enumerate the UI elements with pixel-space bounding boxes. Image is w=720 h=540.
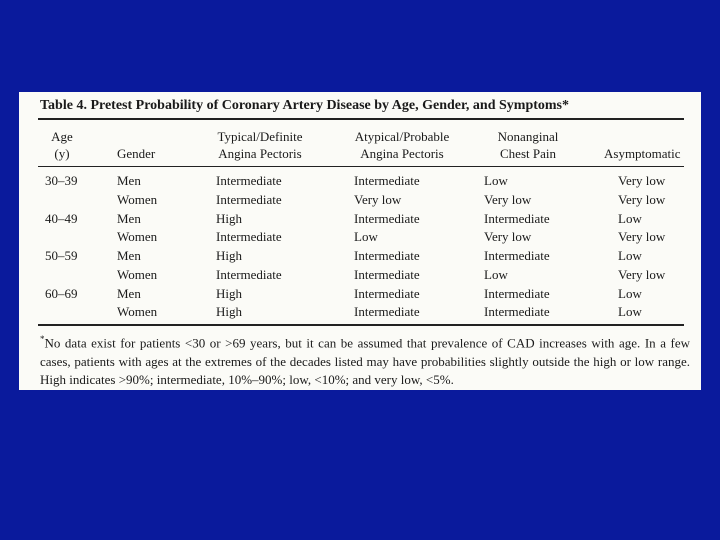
table-row [19,247,701,266]
cell-asymptomatic: Very low [618,191,666,207]
cell-nonanginal: Low [484,173,508,188]
cell-gender: Women [117,266,158,282]
cell-atypical: Intermediate [354,266,420,282]
cell-asymptomatic: Very low [618,229,666,245]
cell-typical: High [216,304,242,320]
header-nonanginal [483,128,573,162]
cell-nonanginal: Intermediate [484,285,550,301]
cell-gender: Men [117,173,141,188]
table-row [19,285,701,304]
cell-gender: Men [117,210,141,226]
footnote-mark: * [40,334,45,344]
cell-atypical: Intermediate [354,173,420,188]
cell-nonanginal: Intermediate [484,304,550,320]
header-nonanginal-line1: Nonanginal [497,129,559,144]
header-atypical-line1: Atypical/Probable [354,129,450,144]
cell-typical: Intermediate [216,173,282,188]
table-row [19,228,701,247]
cell-atypical: Intermediate [354,248,420,263]
cell-nonanginal: Intermediate [484,248,550,263]
table-body [19,172,701,322]
header-age-line2: (y) [54,146,70,161]
cell-typical: High [216,285,242,301]
cell-gender: Men [117,248,141,263]
table-row [19,266,701,285]
header-typical [201,128,319,162]
cell-typical: Intermediate [216,191,282,207]
cell-asymptomatic: Low [618,285,642,301]
footnote [40,330,690,390]
header-atypical [339,128,465,162]
table-row [19,191,701,210]
cell-nonanginal: Low [484,266,508,282]
cell-typical: Intermediate [216,229,282,245]
header-age [45,128,79,162]
cell-asymptomatic: Low [618,248,642,263]
table-row [19,210,701,229]
header-rule [38,166,684,167]
cell-asymptomatic: Low [618,304,642,320]
header-typical-line1: Typical/Definite [217,129,303,144]
cell-asymptomatic: Very low [618,266,666,282]
cell-gender: Women [117,191,158,207]
cell-atypical: Intermediate [354,210,420,226]
cell-atypical: Very low [354,191,402,207]
cell-typical: High [216,210,242,226]
cell-nonanginal: Intermediate [484,210,550,226]
cell-asymptomatic: Low [618,210,642,226]
cell-atypical: Intermediate [354,285,420,301]
table-title: Table 4. Pretest Probability of Coronary Artery Disease by Age, Gender, and Symptoms* [40,98,570,113]
table-row [19,303,701,322]
header-gender: Gender [117,146,156,161]
header-typical-line2: Angina Pectoris [218,146,302,161]
table-row [19,172,701,191]
header-asymptomatic: Asymptomatic [604,146,681,161]
footnote-text: No data exist for patients <30 or >69 years, but it can be assumed that prevalence of CAD increases with age. In a few cases, patients with ages at the extremes of the decades listed may have probabilities slightly outside the high or low range. High indicates >90%; intermediate, 10%–90%; low, <10%; and very low, <5%. [40,335,690,388]
bottom-rule [38,324,684,326]
header-nonanginal-line2: Chest Pain [500,146,556,161]
cell-age: 40–49 [45,210,78,226]
cell-age: 60–69 [45,285,78,301]
cell-age: 30–39 [45,173,78,188]
cell-typical: Intermediate [216,266,282,282]
cell-gender: Women [117,229,158,245]
cell-gender: Men [117,285,141,301]
cell-nonanginal: Very low [484,229,532,245]
header-age-line1: Age [51,129,73,144]
cell-age: 50–59 [45,248,78,263]
cell-atypical: Low [354,229,378,245]
header-atypical-line2: Angina Pectoris [360,146,444,161]
cell-atypical: Intermediate [354,304,420,320]
top-rule [38,118,684,120]
cell-asymptomatic: Very low [618,173,666,188]
cell-typical: High [216,248,242,263]
cell-nonanginal: Very low [484,191,532,207]
cell-gender: Women [117,304,158,320]
table-card [19,92,701,390]
